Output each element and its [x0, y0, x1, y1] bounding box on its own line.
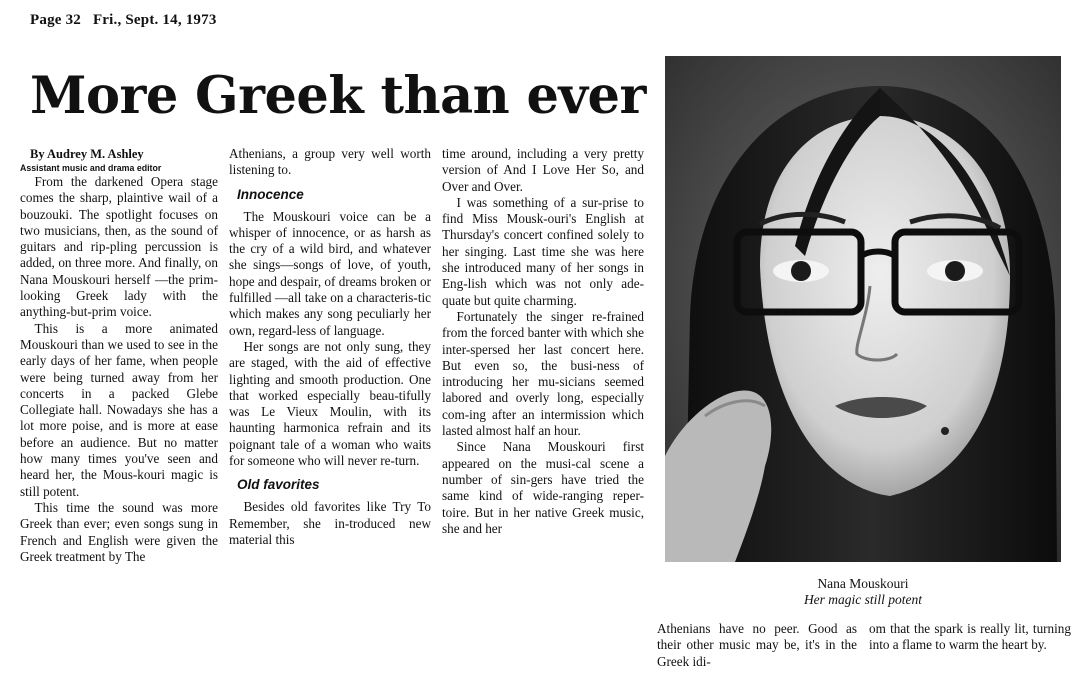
paragraph: This time the sound was more Greek than ever; even songs sung in French and English were given the Greek treatment by The: [20, 499, 218, 564]
page-date: Fri., Sept. 14, 1973: [92, 12, 217, 28]
paragraph: Fortunately the singer re-frained from the forced banter with which she inter-spersed her last concert here. But even so, the busi-ness of introducing her mu-sicians seemed labored and overly long, especially com-ing after an intermission which lasted almost half an hour.: [442, 308, 644, 439]
photo-caption-name: Nana Mouskouri: [817, 576, 909, 591]
paragraph-continued: time around, including a very pretty version of And I Love Her So, and Over and Over.: [442, 146, 644, 194]
byline-title: Assistant music and drama editor: [20, 163, 162, 173]
paragraph: Her songs are not only sung, they are staged, with the aid of effective lighting and smooth production. One that worked especially beau-tifully was Le Vieux Moulin, with its haunting harmonica refrain and its poignant tale of a woman who waits for someone who will never re-turn.: [229, 338, 431, 469]
paragraph-continued: Athenians, a group very well worth listening to.: [229, 146, 431, 178]
paragraph: From the darkened Opera stage comes the sharp, plaintive wail of a bouzouki. The spotlight focuses on two musicians, then, as the sound of guitars and rip-pling percussion is added, on three more. And finally, on Nana Mouskouri herself —the prim-looking Greek lady with the anything-but-prim voice.: [20, 174, 218, 320]
photo-caption-line: Her magic still potent: [803, 592, 923, 607]
page-number: Page 32: [30, 12, 81, 28]
portrait-photo-icon: [665, 56, 1061, 562]
portrait-photo: [665, 56, 1061, 562]
paragraph: This is a more animated Mouskouri than we used to see in the early days of her fame, when people were being turned away from her concerts in a packed Glebe Collegiate hall. Nowadays she has a lot more poise, and is more at ease before an audience. But no matter how many times you've seen and heard her, the Mous-kouri magic is still potent.: [20, 320, 218, 499]
paragraph-continued: Athenians have no peer. Good as their other music may be, it's in the Greek idi-: [657, 621, 857, 669]
article-column-3: [442, 146, 644, 537]
paragraph: I was something of a sur-prise to find Miss Mousk-ouri's English at Thursday's concert confined solely to her singing. Last time she was here she introduced many of her songs in Eng-lish which was not only ade-quate but quite charming.: [442, 194, 644, 308]
byline-author: By Audrey M. Ashley: [30, 147, 144, 161]
article-column-4: [657, 621, 857, 670]
article-column-5: [869, 621, 1071, 654]
subhead-old-favorites: Old favorites: [237, 477, 320, 493]
paragraph: The Mouskouri voice can be a whisper of innocence, or as harsh as the cry of a wild bird, and whatever she sings—songs of love, of youth, hope and despair, of dreams broken or fulfilled —all take on a characteris-tic which makes any song peculiarly her own, regard-less of language.: [229, 208, 431, 338]
article-column-2: [229, 146, 431, 548]
paragraph-continued: om that the spark is really lit, turning into a flame to warm the heart by.: [869, 621, 1071, 653]
article-column-1: [20, 146, 218, 565]
headline: More Greek than ever: [30, 66, 646, 126]
paragraph: Besides old favorites like Try To Remember, she in-troduced new material this: [229, 499, 431, 547]
paragraph: Since Nana Mouskouri first appeared on the musi-cal scene a number of sin-gers have tried the same kind of wide-ranging reper-toire. But in her native Greek music, she and her: [442, 439, 644, 536]
page-folio: [30, 12, 225, 29]
subhead-innocence: Innocence: [237, 186, 304, 202]
